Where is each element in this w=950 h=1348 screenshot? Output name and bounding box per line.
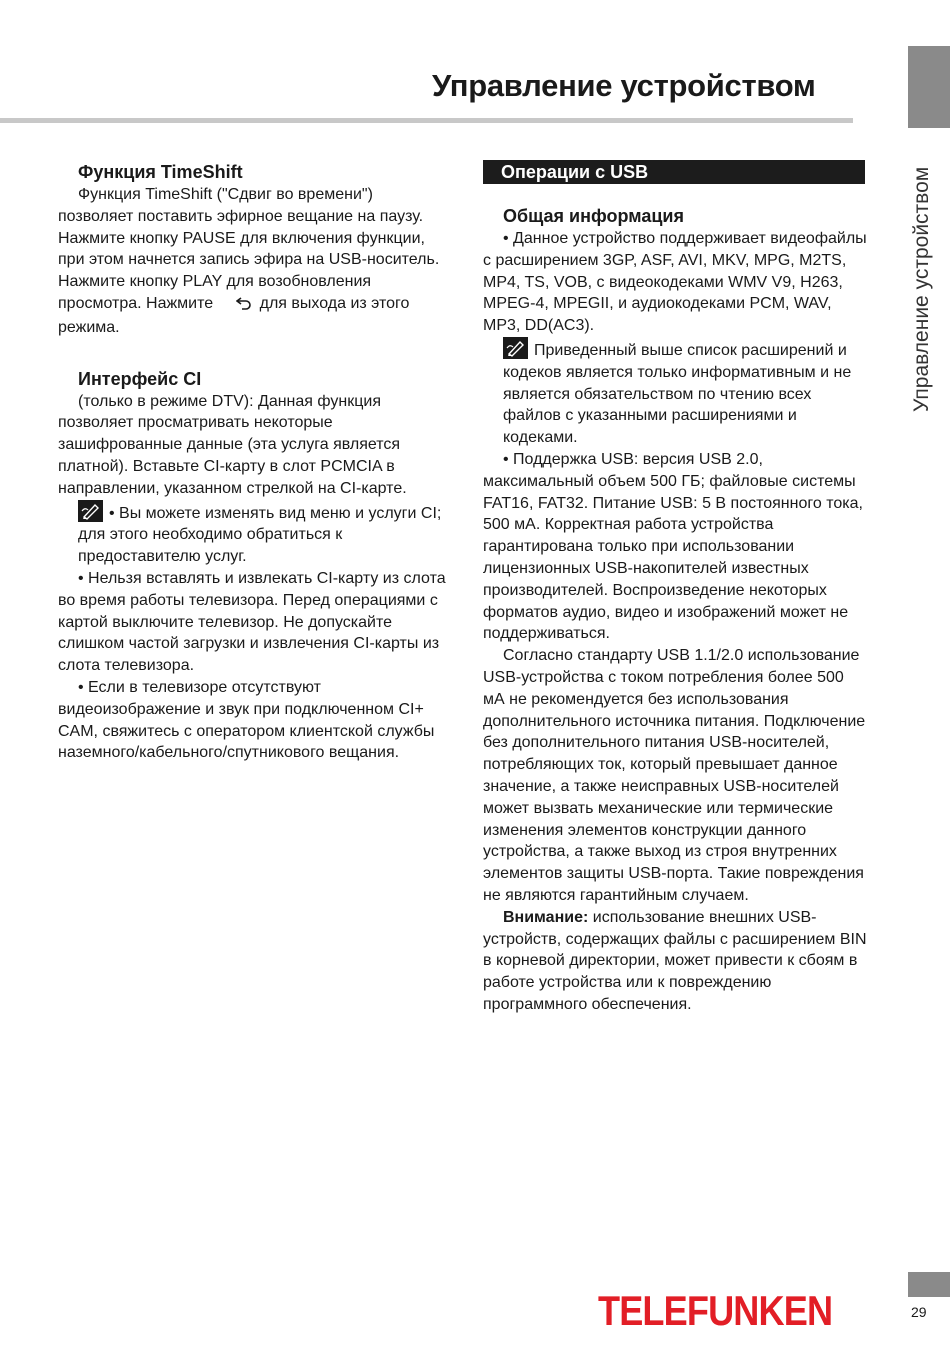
ci-bullet-1: • Вы можете изменять вид меню и услуги CI; для этого необходимо обратиться к предоставителю услуг. (78, 504, 442, 566)
page-title: Управление устройством (432, 68, 816, 103)
usb-section-bar: Операции с USB (483, 160, 865, 184)
general-info-heading: Общая информация (503, 206, 684, 226)
timeshift-paragraph (58, 184, 448, 339)
usb-standard-paragraph: Согласно стандарту USB 1.1/2.0 использование USB-устройства с током потребления более 500 мА не рекомендуется без использования дополнительного источника питания. Подключение без дополнительного питания USB-носителей, потребляющих ток, который превышает данное значение, а также неисправных USB-носителей может вызвать механические или термические изменения элементов конструкции данного устройства, а также выход из строя внутренних элементов защиты USB-порта. Такие повреждения не являются гарантийным случаем. (483, 647, 866, 904)
return-arrow-icon (216, 295, 252, 317)
warning-label: Внимание: (503, 908, 589, 926)
ci-heading: Интерфейс CI (78, 368, 202, 389)
side-tab-marker (908, 46, 950, 128)
header-divider (0, 118, 853, 123)
page-number: 29 (911, 1304, 927, 1320)
warning-text: использование внешних USB-устройств, содержащих файлы с расширением BIN в корневой директории, может привести к сбоям в работе устройства или к повреждению программного обеспечения. (483, 908, 867, 1013)
ci-bullet-2: • Нельзя вставлять и извлекать CI-карту из слота во время работы телевизора. Перед операциями с картой выключите телевизор. Не допускайте слишком частой загрузки и извлечения CI-карты из слота телевизора. (58, 569, 446, 675)
timeshift-text-after: для выхода из этого режима. (58, 294, 410, 336)
telefunken-logo: TELEFUNKEN (598, 1287, 833, 1334)
usb-support-bullet: • Поддержка USB: версия USB 2.0, максимальный объем 500 ГБ; файловые системы FAT16, FAT32. Питание USB: 5 В постоянного тока, 500 мА. Корректная работа устройства гарантирована только при использовании лицензионных USB-накопителей известных производителей. Воспроизведение некоторых форматов аудио, видео и изображений может не поддерживаться. (483, 450, 863, 643)
usb-note-paragraph (483, 337, 868, 449)
timeshift-text-before: Функция TimeShift ("Сдвиг во времени") позволяет поставить эфирное вещание на паузу. Нажмите кнопку PAUSE для включения функции, при этом начнется запись эфира на USB-носитель. Нажмите кнопку PLAY для возобновления просмотра. Нажмите (58, 186, 440, 312)
side-section-label: Управление устройством (910, 166, 933, 412)
usb-warning-paragraph (483, 907, 868, 1016)
ci-bullet-3: • Если в телевизоре отсутствуют видеоизображение и звук при подключенном CI+ CAM, свяжитесь с оператором клиентской службы наземного/кабельного/спутникового вещания. (58, 678, 435, 762)
usb-note-text: Приведенный выше список расширений и кодеков является только информативным и не является обязательством по чтению всех файлов с указанными расширениями и кодеками. (503, 341, 852, 447)
left-column (58, 160, 448, 764)
right-column (483, 160, 868, 1016)
ci-note-bullet (58, 500, 448, 568)
usb-formats-bullet: • Данное устройство поддерживает видеофайлы с расширением 3GP, ASF, AVI, MKV, MPG, M2TS, MP4, TS, VOB, с видеокодеками WMV V9, H263, MPEG-4, MPEGII, и аудиокодеками PCM, WAV, MP3, DD(AC3). (483, 230, 867, 335)
ci-intro: (только в режиме DTV): Данная функция позволяет просматривать некоторые зашифрованные данные (эта услуга является платной). Вставьте CI-карту в слот PCMCIA в направлении, указанном стрелкой на CI-карте. (58, 392, 407, 497)
note-pen-icon (503, 337, 528, 359)
page-tab-marker (908, 1272, 950, 1297)
note-pen-icon (78, 500, 103, 522)
timeshift-heading: Функция TimeShift (78, 162, 243, 182)
